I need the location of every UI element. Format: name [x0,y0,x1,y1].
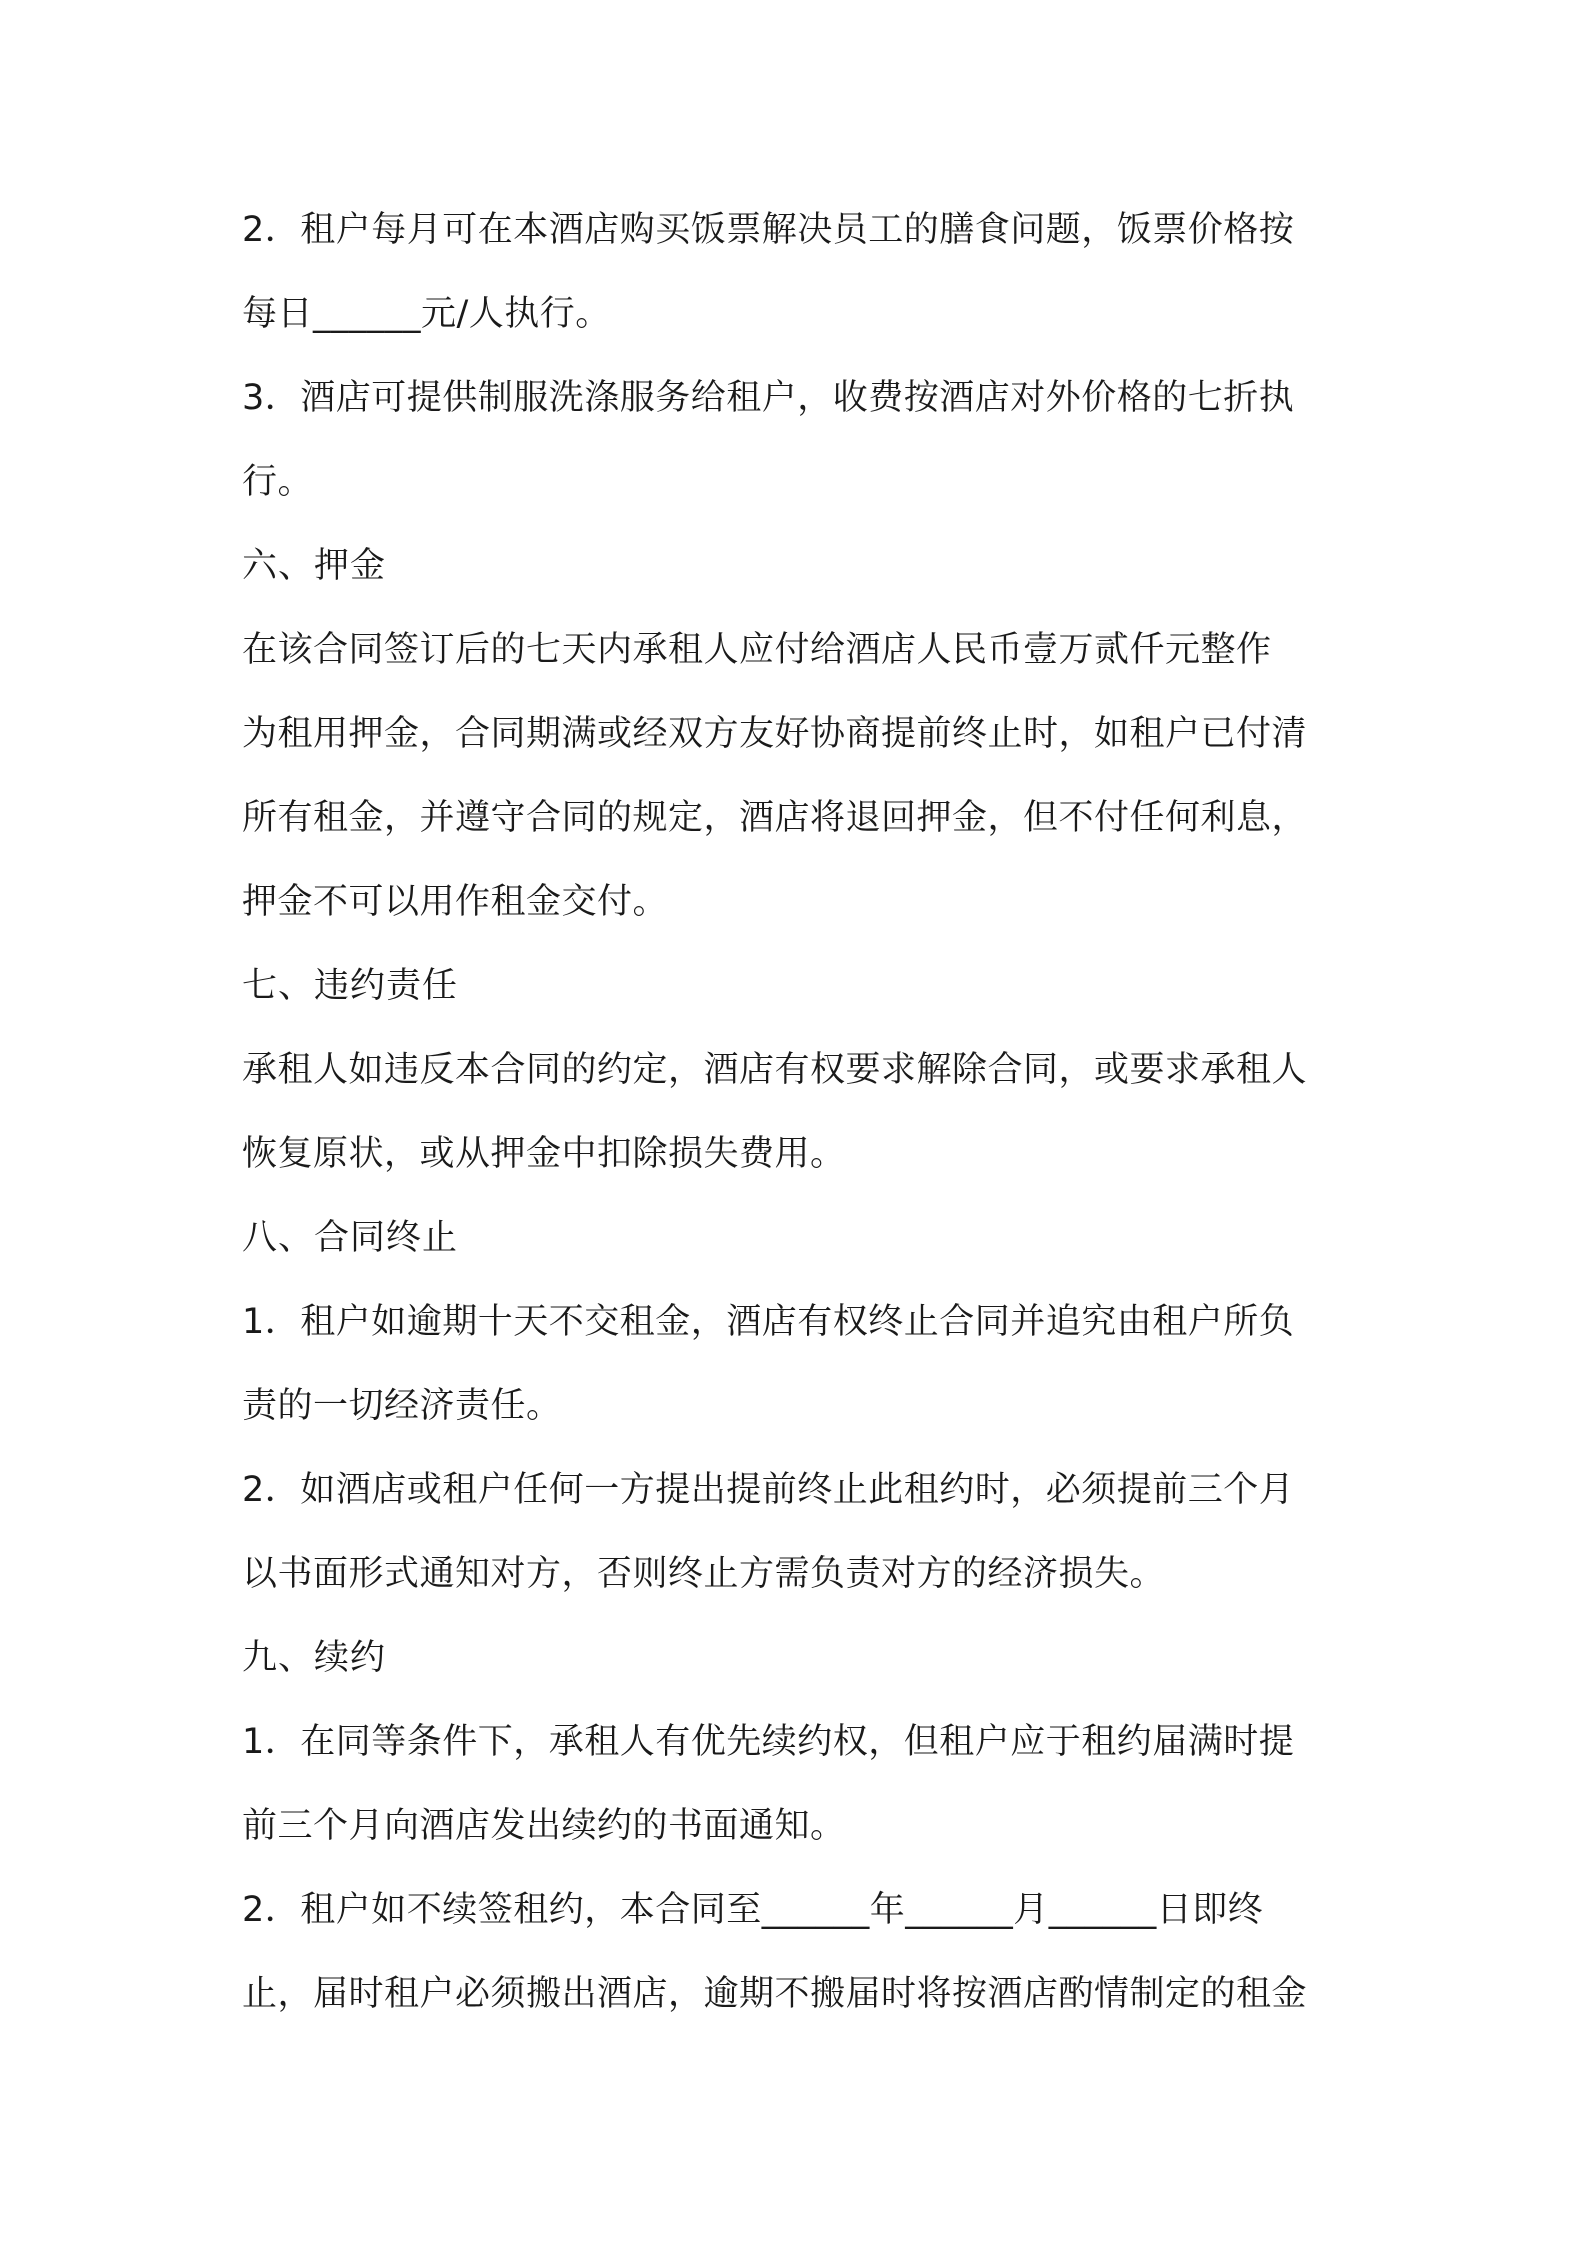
deposit-paragraph-line-2: 为租用押金，合同期满或经双方友好协商提前终止时，如租户已付清 [242,714,1308,754]
section-heading-renewal: 九、续约 [242,1638,387,1678]
breach-paragraph-line-2: 恢复原状，或从押金中扣除损失费用。 [242,1134,846,1174]
termination-item-2-line-2: 以书面形式通知对方，否则终止方需负责对方的经济损失。 [242,1554,1166,1594]
termination-item-1-line-2: 责的一切经济责任。 [242,1386,562,1426]
termination-item-1-line-1: 1．租户如逾期十天不交租金，酒店有权终止合同并追究由租户所负 [242,1302,1295,1342]
deposit-paragraph-line-1: 在该合同签订后的七天内承租人应付给酒店人民币壹万贰仟元整作 [242,630,1272,670]
deposit-paragraph-line-4: 押金不可以用作租金交付。 [242,882,669,922]
clause-5-item-2-line-1: 2．租户每月可在本酒店购买饭票解决员工的膳食问题，饭票价格按 [242,210,1295,250]
section-heading-deposit: 六、押金 [242,546,387,586]
deposit-paragraph-line-3: 所有租金，并遵守合同的规定，酒店将退回押金，但不付任何利息， [242,798,1308,838]
renewal-item-2-line-1: 2．租户如不续签租约，本合同至______年______月______日即终 [242,1890,1264,1930]
renewal-item-2-line-2: 止，届时租户必须搬出酒店，逾期不搬届时将按酒店酌情制定的租金 [242,1974,1308,2014]
renewal-item-1-line-1: 1．在同等条件下，承租人有优先续约权，但租户应于租约届满时提 [242,1722,1295,1762]
section-heading-breach: 七、违约责任 [242,966,459,1006]
clause-5-item-2-line-2: 每日______元/人执行。 [242,294,611,334]
clause-5-item-3-line-1: 3．酒店可提供制服洗涤服务给租户，收费按酒店对外价格的七折执 [242,378,1295,418]
clause-5-item-3-line-2: 行。 [242,462,314,502]
termination-item-2-line-1: 2．如酒店或租户任何一方提出提前终止此租约时，必须提前三个月 [242,1470,1295,1510]
renewal-item-1-line-2: 前三个月向酒店发出续约的书面通知。 [242,1806,846,1846]
breach-paragraph-line-1: 承租人如违反本合同的约定，酒店有权要求解除合同，或要求承租人 [242,1050,1308,1090]
document-body [242,200,1362,2048]
section-heading-termination: 八、合同终止 [242,1218,459,1258]
